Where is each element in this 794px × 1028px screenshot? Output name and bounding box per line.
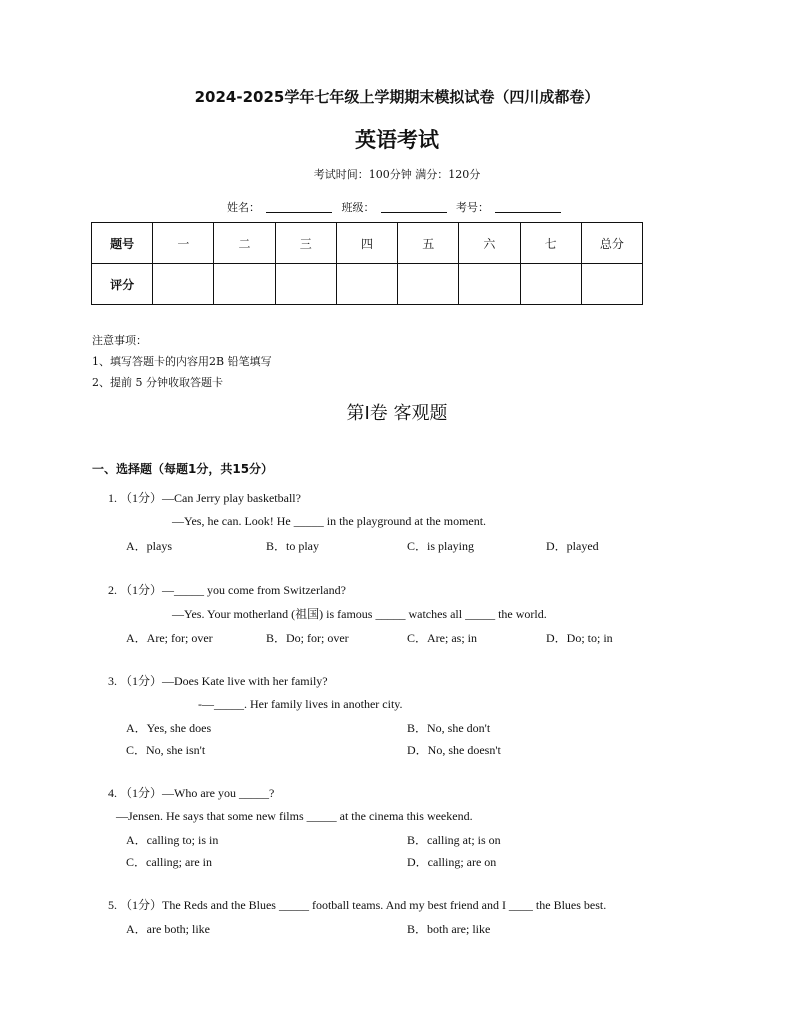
question-line: -—_____. Her family lives in another city.: [198, 697, 403, 711]
question-stem: 1. （1分）—Can Jerry play basketball?: [108, 491, 301, 505]
option-c: C．calling; are in: [126, 855, 212, 869]
score-cell: [214, 264, 275, 305]
student-info-line: [0, 199, 794, 215]
class-blank: [381, 201, 447, 213]
option-b: B．calling at; is on: [407, 833, 501, 847]
option-b: B．Do; for; over: [266, 631, 349, 645]
option-b: B．to play: [266, 539, 319, 553]
table-cell: 评分: [92, 264, 153, 305]
score-cell: [398, 264, 459, 305]
number-blank: [495, 201, 561, 213]
option-c: C．No, she isn't: [126, 743, 206, 757]
score-table: [91, 222, 643, 305]
question-stem: 4. （1分）—Who are you _____?: [108, 786, 275, 800]
table-cell: 一: [153, 223, 214, 264]
question-stem: 3. （1分）—Does Kate live with her family?: [108, 674, 328, 688]
option-b: B．both are; like: [407, 922, 491, 936]
section-title: 一、选择题（每题1分，共15分）: [92, 462, 274, 476]
option-a: A．Are; for; over: [126, 631, 213, 645]
class-label: 班级：: [341, 201, 375, 214]
score-cell: [520, 264, 581, 305]
note-item: 2、提前 5 分钟收取答题卡: [92, 376, 223, 389]
question-line: —Jensen. He says that some new films _____ at the cinema this weekend.: [116, 809, 473, 823]
table-cell: 三: [275, 223, 336, 264]
notes-block: [92, 330, 272, 393]
option-a: A．calling to; is in: [126, 833, 219, 847]
option-a: A．Yes, she does: [126, 721, 212, 735]
score-cell: [275, 264, 336, 305]
exam-meta: 考试时间：100分钟 满分：120分: [313, 168, 481, 181]
score-cell: [581, 264, 642, 305]
name-blank: [266, 201, 332, 213]
score-table-score-row: [92, 264, 643, 305]
table-cell: 二: [214, 223, 275, 264]
note-item: 1、填写答题卡的内容用2B 铅笔填写: [92, 355, 272, 368]
table-cell: 四: [336, 223, 397, 264]
table-cell: 五: [398, 223, 459, 264]
name-label: 姓名：: [227, 201, 260, 214]
option-d: D．No, she doesn't: [407, 743, 501, 757]
option-d: D．played: [546, 539, 599, 553]
question-stem: 2. （1分）—_____ you come from Switzerland?: [108, 583, 346, 597]
option-c: C．Are; as; in: [407, 631, 477, 645]
question-line: —Yes. Your motherland (祖国) is famous _____ watches all _____ the world.: [172, 607, 547, 621]
score-cell: [336, 264, 397, 305]
option-b: B．No, she don't: [407, 721, 491, 735]
option-d: D．Do; to; in: [546, 631, 613, 645]
number-label: 考号：: [456, 201, 489, 214]
score-cell: [459, 264, 520, 305]
subject-title: 英语考试: [355, 128, 439, 152]
option-a: A．are both; like: [126, 922, 210, 936]
question-line: —Yes, he can. Look! He _____ in the playground at the moment.: [172, 514, 487, 528]
notes-title: 注意事项：: [92, 334, 147, 347]
option-a: A．plays: [126, 539, 172, 553]
table-cell: 题号: [92, 223, 153, 264]
score-cell: [153, 264, 214, 305]
table-cell: 七: [520, 223, 581, 264]
part-title: 第Ⅰ卷 客观题: [346, 403, 448, 424]
exam-title: 2024-2025学年七年级上学期期末模拟试卷（四川成都卷）: [194, 88, 600, 106]
question-stem: 5. （1分）The Reds and the Blues _____ football teams. And my best friend and I ____ the Blues best.: [108, 898, 607, 912]
option-c: C．is playing: [407, 539, 475, 553]
table-cell: 六: [459, 223, 520, 264]
option-d: D．calling; are on: [407, 855, 497, 869]
table-cell: 总分: [581, 223, 642, 264]
score-table-header-row: [92, 223, 643, 264]
